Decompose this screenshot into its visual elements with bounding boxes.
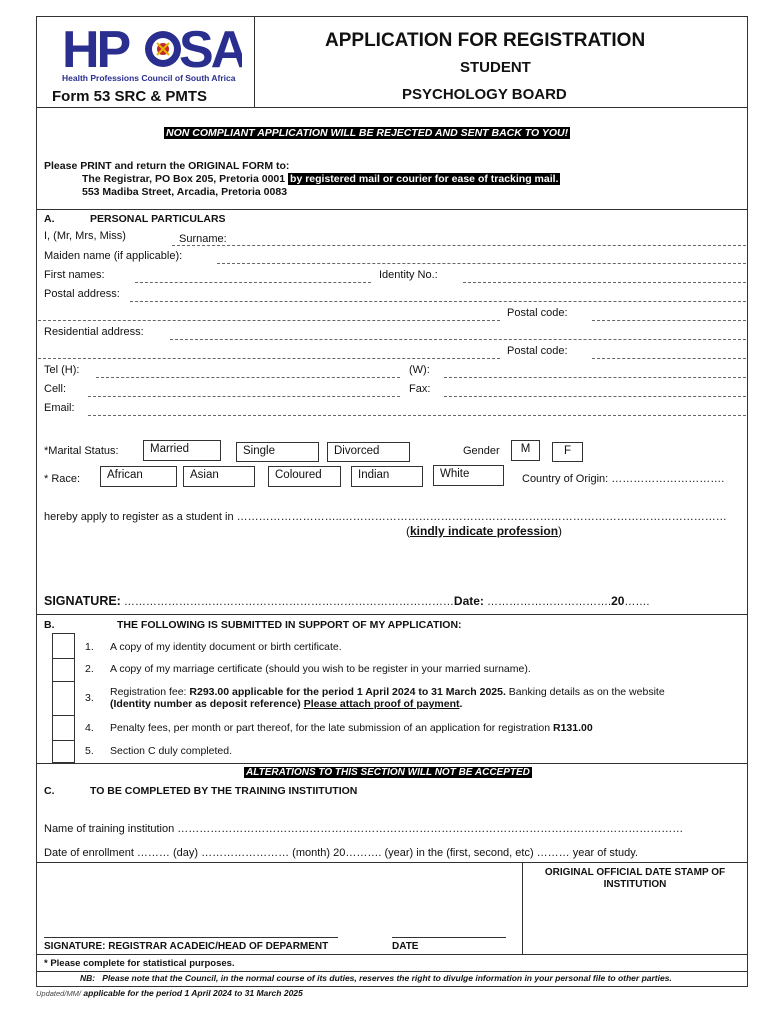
fax-label: Fax: [409, 383, 431, 395]
postal-field-1[interactable] [130, 301, 746, 302]
postal-code-field[interactable] [592, 320, 746, 321]
race-option-african[interactable]: African [100, 466, 177, 487]
work-field[interactable] [444, 377, 746, 378]
item-1-text: A copy of my identity document or birth certificate. [110, 641, 342, 653]
race-label: * Race: [44, 473, 81, 485]
divider-b [36, 614, 747, 615]
logo-subtitle: Health Professions Council of South Africa [62, 73, 236, 83]
residential-field-2[interactable] [38, 358, 500, 359]
checklist-left-rule [52, 633, 53, 763]
item-5-number: 5. [85, 745, 94, 757]
race-option-asian[interactable]: Asian [183, 466, 255, 487]
divider-stamp [36, 862, 747, 863]
updated-note: Updated/MM/ applicable for the period 1 April 2024 to 31 March 2025 [36, 988, 303, 998]
race-option-indian[interactable]: Indian [351, 466, 423, 487]
title-field[interactable] [172, 245, 746, 246]
item-4-text: Penalty fees, per month or part thereof, for the late submission of an application for registration R131.00 [110, 722, 593, 734]
section-c-letter: C. [44, 785, 55, 797]
item-5-text: Section C duly completed. [110, 745, 232, 757]
divider-c [36, 763, 747, 764]
form-number: Form 53 SRC & PMTS [52, 88, 208, 105]
apply-statement[interactable]: hereby apply to register as a student in ………………………..…………………………………………………………………………………………… [44, 511, 727, 523]
divider-a [36, 209, 747, 210]
first-names-label: First names: [44, 269, 105, 281]
registrar-signature-line[interactable] [44, 937, 338, 938]
email-label: Email: [44, 402, 75, 414]
postal-field-2[interactable] [38, 320, 500, 321]
form-subtitle-board: PSYCHOLOGY BOARD [402, 86, 567, 103]
checklist-row-3 [52, 681, 74, 682]
race-option-white[interactable]: White [433, 465, 504, 486]
gender-label: Gender [463, 445, 500, 457]
work-label: (W): [409, 364, 430, 376]
residential-code-field[interactable] [592, 358, 746, 359]
stamp-label: ORIGINAL OFFICIAL DATE STAMP OF INSTITUTION [544, 867, 726, 890]
registrar-signature-label: SIGNATURE: REGISTRAR ACADEIC/HEAD OF DEPARMENT [44, 941, 329, 952]
item-2-number: 2. [85, 663, 94, 675]
tel-label: Tel (H): [44, 364, 80, 376]
residential-label: Residential address: [44, 326, 144, 338]
cell-field[interactable] [88, 396, 400, 397]
profession-hint: (kindly indicate profession) [406, 524, 563, 538]
alterations-notice: ALTERATIONS TO THIS SECTION WILL NOT BE ACCEPTED [246, 767, 530, 778]
id-field[interactable] [463, 282, 746, 283]
section-b-heading: THE FOLLOWING IS SUBMITTED IN SUPPORT OF MY APPLICATION: [117, 619, 462, 631]
statistical-note: * Please complete for statistical purposes. [44, 958, 235, 969]
checklist-row-4 [52, 715, 74, 716]
form-subtitle-student: STUDENT [460, 59, 531, 76]
marital-label: *Marital Status: [44, 445, 119, 457]
tel-field[interactable] [96, 377, 400, 378]
postal-code-label-2: Postal code: [507, 345, 568, 357]
country-of-origin[interactable]: Country of Origin: …………………………. [522, 473, 725, 485]
item-3-number: 3. [85, 692, 94, 704]
first-names-field[interactable] [135, 282, 371, 283]
applicant-signature[interactable]: SIGNATURE: ………………………………………………………………………………Date: …………………………….20……. [44, 594, 650, 608]
item-2-text: A copy of my marriage certificate (should you wish to be register in your married surname). [110, 663, 531, 675]
postal-label: Postal address: [44, 288, 120, 300]
marital-option-married[interactable]: Married [143, 440, 221, 461]
id-label: Identity No.: [379, 269, 438, 281]
gender-option-f[interactable]: F [552, 442, 583, 462]
checklist-row-5 [52, 740, 74, 741]
rejection-notice: NON COMPLIANT APPLICATION WILL BE REJECTED AND SENT BACK TO YOU! [166, 127, 569, 139]
fax-field[interactable] [444, 396, 746, 397]
enrolment-date-field[interactable]: Date of enrollment ……… (day) …………………… (month) 20………. (year) in the (first, second, etc) ……… year of study. [44, 847, 638, 859]
nb-note: NB: Please note that the Council, in the normal course of its duties, reserves the right to divulge information in your personal file to other parties. [80, 973, 672, 983]
date-line[interactable] [392, 937, 506, 938]
checklist-row-1 [52, 633, 74, 634]
maiden-label: Maiden name (if applicable): [44, 250, 183, 262]
item-4-number: 4. [85, 722, 94, 734]
residential-field-1[interactable] [170, 339, 746, 340]
item-3-text: Registration fee: R293.00 applicable for the period 1 April 2024 to 31 March 2025. Banking details as on the website (Identity number as deposit reference) Please attach proof of payment. [110, 686, 665, 710]
email-field[interactable] [88, 415, 746, 416]
return-instructions: Please PRINT and return the ORIGINAL FORM to: [44, 160, 290, 172]
checklist-row-2 [52, 658, 74, 659]
gender-option-m[interactable]: M [511, 440, 540, 461]
form-title: APPLICATION FOR REGISTRATION [325, 30, 646, 51]
stamp-area[interactable] [523, 895, 745, 953]
item-1-number: 1. [85, 641, 94, 653]
svg-text:SA: SA [179, 22, 242, 79]
registrar-date-label: DATE [392, 941, 419, 952]
section-a-heading: PERSONAL PARTICULARS [90, 213, 226, 225]
checklist-right-rule [74, 633, 75, 763]
header-divider [36, 107, 747, 108]
divider-nb [36, 971, 747, 972]
street-address: 553 Madiba Street, Arcadia, Pretoria 0083 [82, 186, 288, 198]
race-option-coloured[interactable]: Coloured [268, 466, 341, 487]
mail-method-highlight: by registered mail or courier for ease of tracking mail. [290, 173, 559, 185]
marital-option-single[interactable]: Single [236, 442, 319, 462]
section-b-letter: B. [44, 619, 55, 631]
section-c-heading: TO BE COMPLETED BY THE TRAINING INSTIITUTION [90, 785, 358, 797]
section-a-letter: A. [44, 213, 55, 225]
marital-option-divorced[interactable]: Divorced [327, 442, 410, 462]
registrar-address: The Registrar, PO Box 205, Pretoria 0001 by registered mail or courier for ease of tracking mail. [82, 173, 559, 185]
svg-text:HP: HP [62, 22, 129, 79]
institution-name-field[interactable]: Name of training institution ………………………………………………………………………………………………………………………… [44, 823, 684, 835]
divider-footer [36, 954, 747, 955]
cell-label: Cell: [44, 383, 67, 395]
surname-label: Surname: [179, 233, 227, 245]
title-label: I, (Mr, Mrs, Miss) [44, 230, 126, 242]
postal-code-label: Postal code: [507, 307, 568, 319]
maiden-field[interactable] [217, 263, 746, 264]
